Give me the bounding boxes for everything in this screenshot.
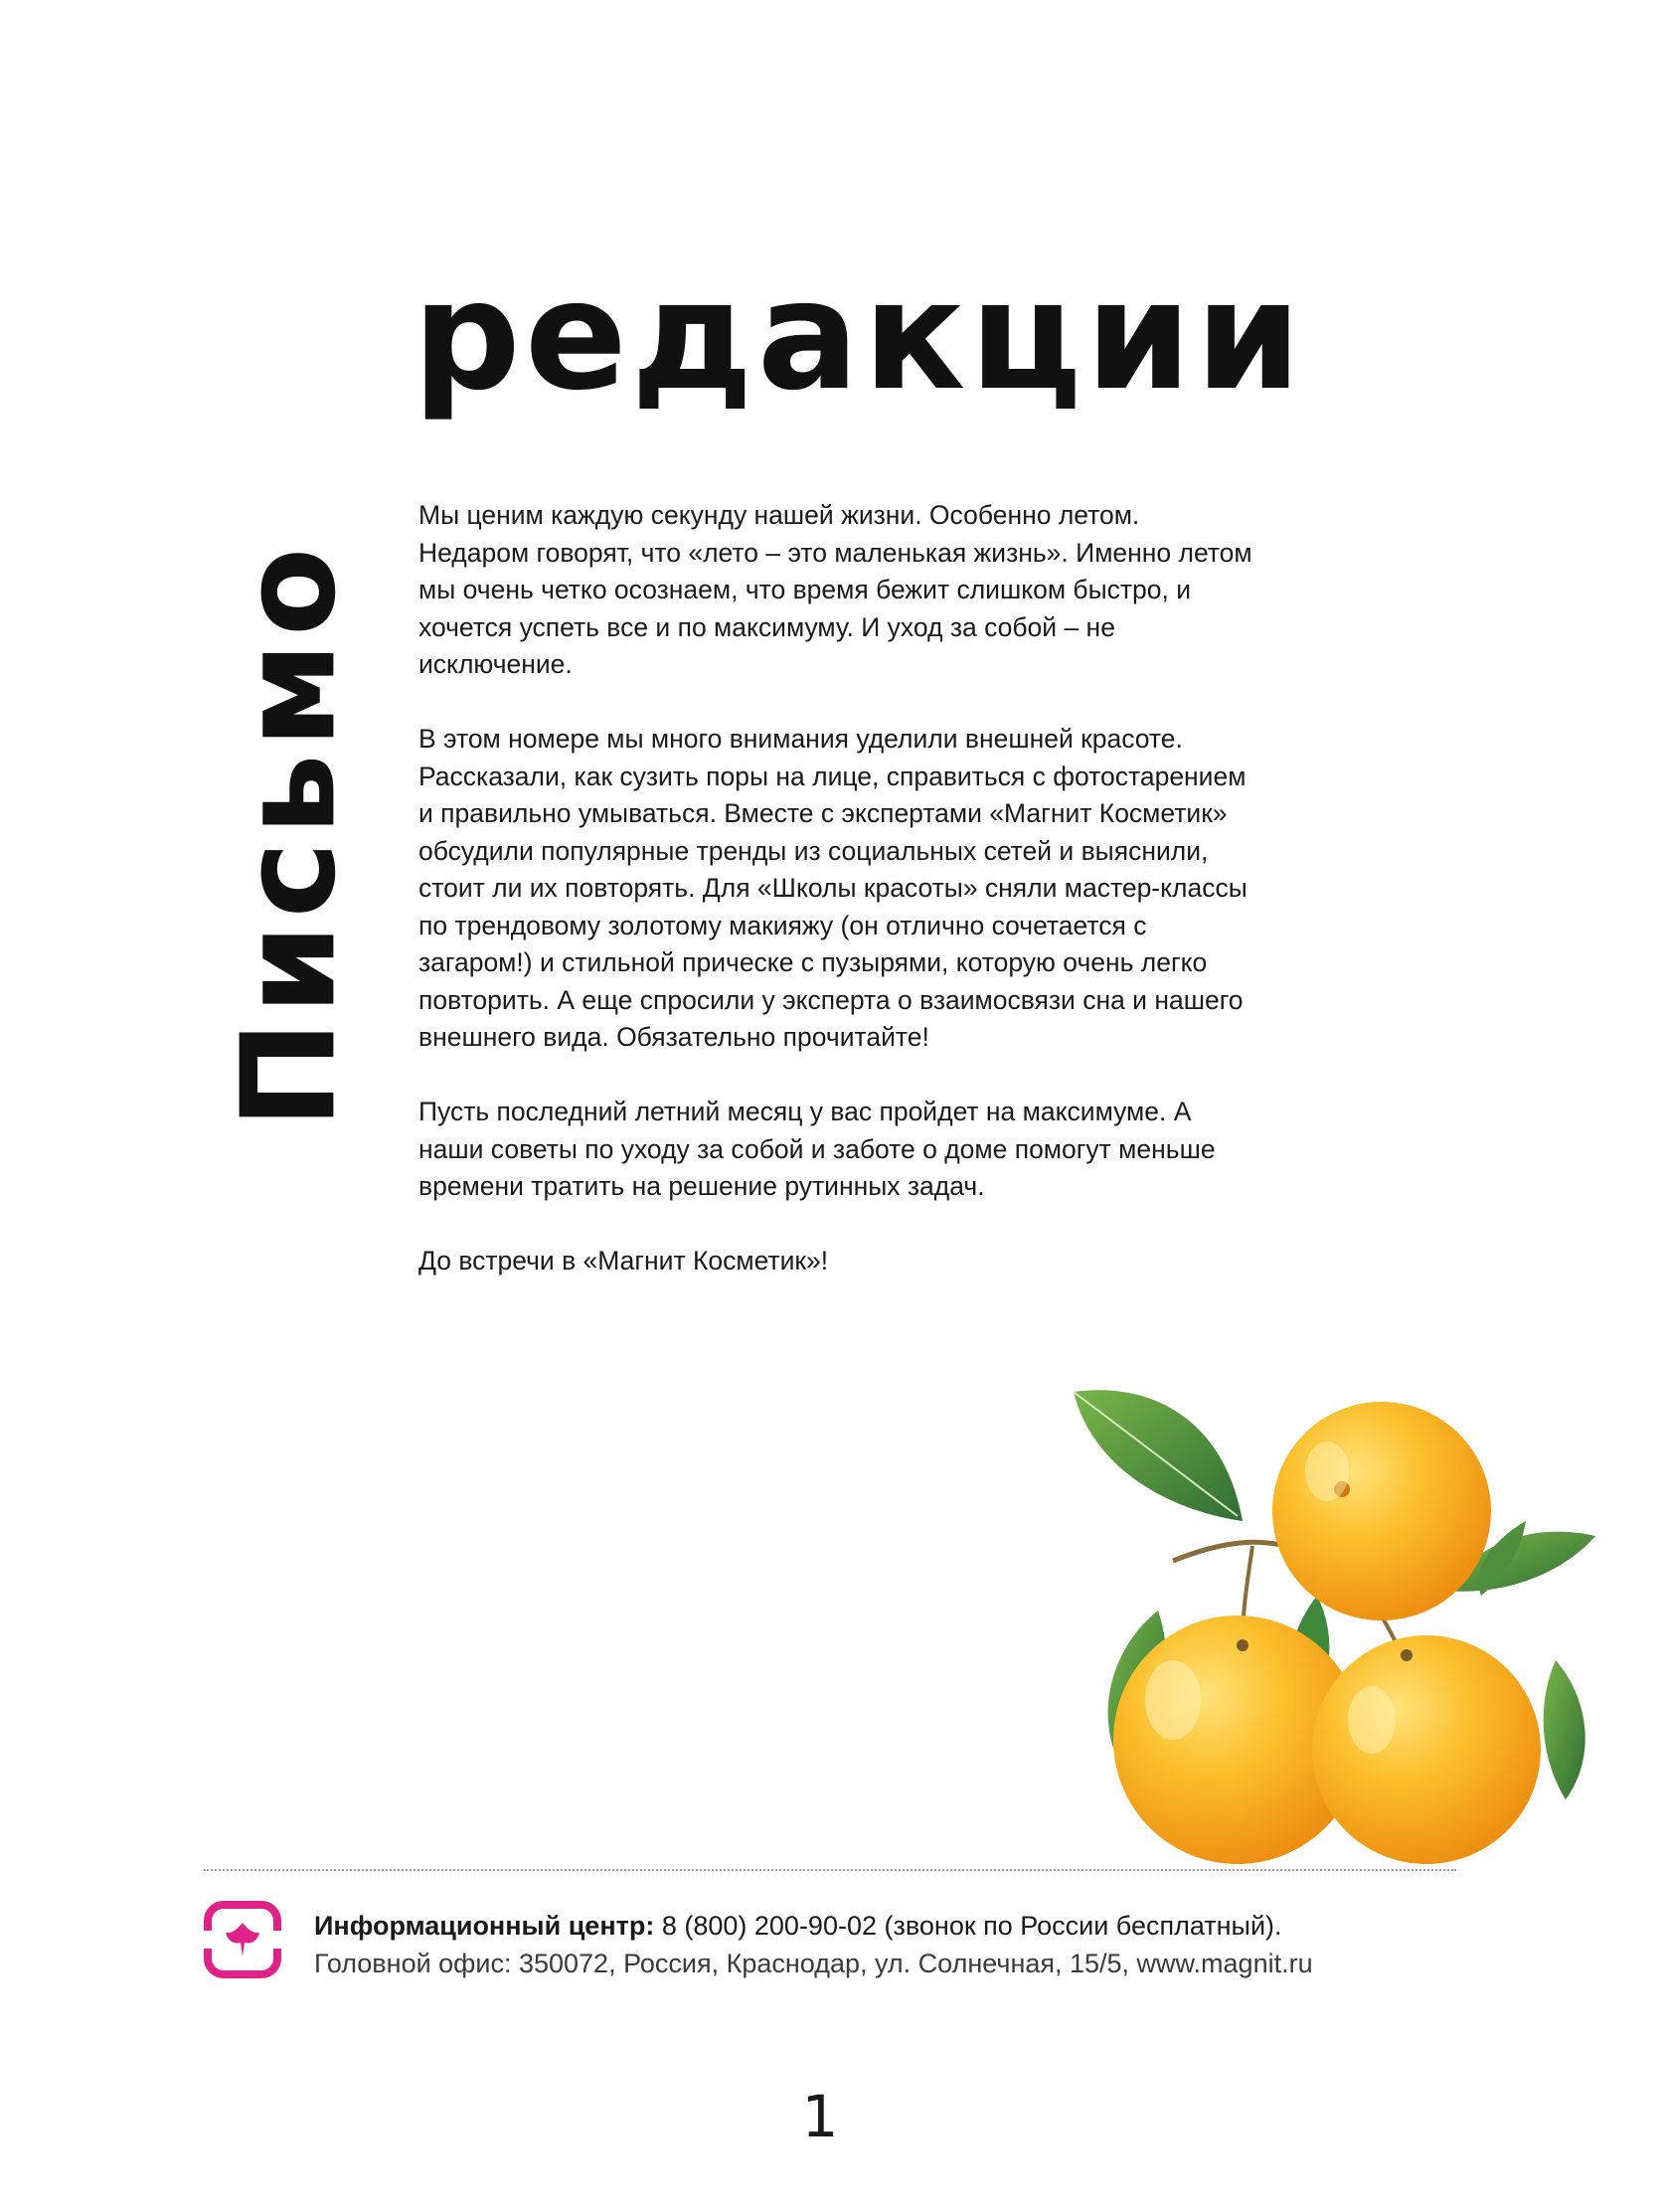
title-pismo: Письмо bbox=[213, 541, 365, 1129]
leaf-bottom-right bbox=[1544, 1660, 1585, 1799]
footer-info-line bbox=[314, 1907, 1507, 1945]
info-center-label: Информационный центр: bbox=[314, 1911, 655, 1941]
footer-info bbox=[314, 1907, 1507, 1982]
oranges-illustration bbox=[1054, 1372, 1610, 1869]
magnit-cosmetic-logo-icon bbox=[204, 1901, 281, 1978]
title-vertical-wrapper bbox=[213, 497, 365, 1173]
letter-paragraph-3: Пусть последний летний месяц у вас пройдет на максимуме. А наши советы по уходу за собой и заботе о доме помогут меньше времени тратить на решение рутинных задач. bbox=[418, 1097, 1216, 1201]
title-redaktsii: редакции bbox=[413, 248, 1306, 424]
letter-body bbox=[418, 497, 1253, 1317]
footer-divider bbox=[204, 1869, 1456, 1871]
orange-top bbox=[1272, 1402, 1491, 1620]
letter-paragraph-2: В этом номере мы много внимания уделили внешней красоте. Рассказали, как сузить поры на лице, справиться с фотостарением и правильно умываться. Вместе с экспертами «Магнит Косметик» обсудили популярные тренды из социальных сетей и выяснили, стоит ли их повторять. Для «Школы красоты» сняли мастер-классы по трендовому золотому макияжу (он отлично сочетается с загаром!) и стильной прическе с пузырями, которую очень легко повторить. А еще спросили у эксперта о взаимосвязи сна и нашего внешнего вида. Обязательно прочитайте! bbox=[418, 724, 1247, 1052]
info-center-value: 8 (800) 200-90-02 (звонок по России бесплатный). bbox=[654, 1911, 1282, 1941]
page-number: 1 bbox=[801, 2083, 839, 2150]
letter-paragraph-1: Мы ценим каждую секунду нашей жизни. Особенно летом. Недаром говорят, что «лето – это маленькая жизнь». Именно летом мы очень четко осознаем, что время бежит слишком быстро, и хочется успеть все и по максимуму. И уход за собой – не исключение. bbox=[418, 500, 1252, 679]
head-office-line: Головной офис: 350072, Россия, Краснодар, ул. Солнечная, 15/5, www.magnit.ru bbox=[314, 1949, 1313, 1978]
letter-paragraph-4: До встречи в «Магнит Косметик»! bbox=[418, 1246, 829, 1276]
orange-right bbox=[1312, 1635, 1541, 1864]
